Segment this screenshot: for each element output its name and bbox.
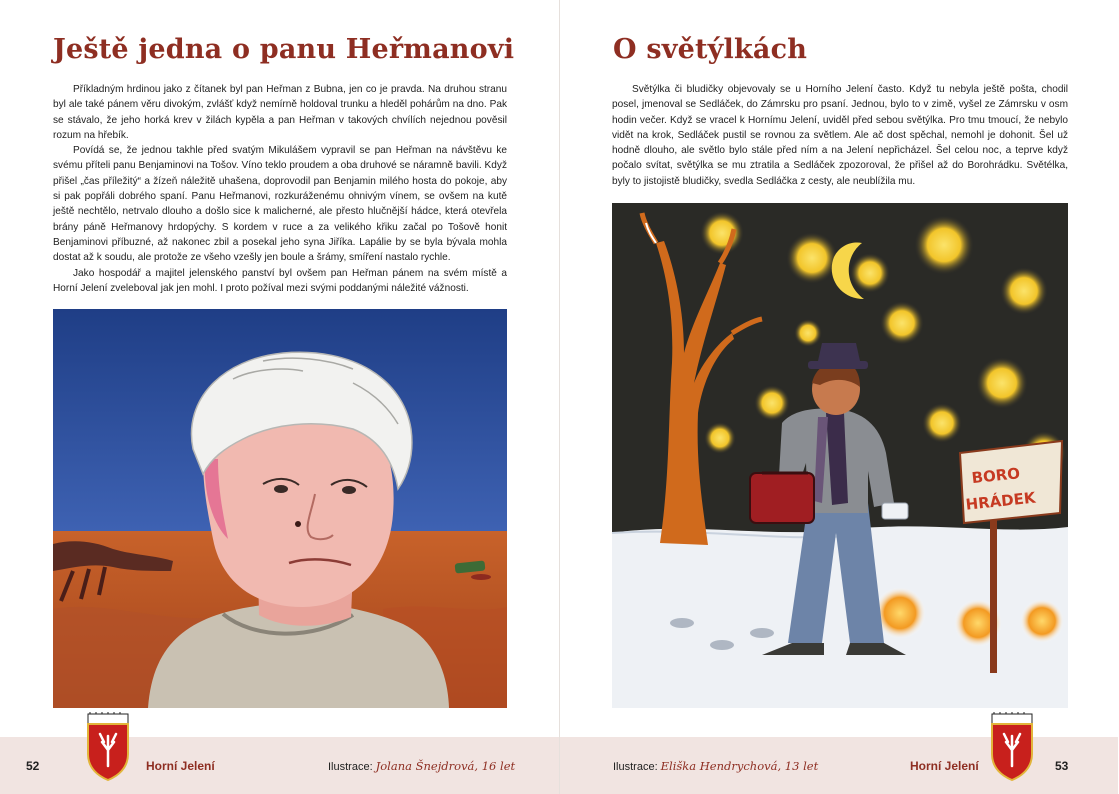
page-number: 52	[26, 758, 40, 773]
portrait-drawing	[53, 309, 507, 708]
sign-line-1: BORO	[970, 464, 1021, 488]
article-text	[53, 82, 507, 296]
article-text	[612, 82, 1068, 189]
page-title: O světýlkách	[613, 34, 808, 65]
paragraph: Příkladným hrdinou jako z čítanek byl pan Heřman z Bubna, jen co je pravda. Na druhou stranu byl ale také pánem věru divokým, zvlášť když nemírně holdoval trunku a hleděl pohárům na dno. Pak se stávalo, že jeho horká krev v žilách kypěla a pan Heřman v takových chvílích nejednou pověsil rozum na hřebík.	[53, 84, 507, 141]
page-number: 53	[1055, 758, 1069, 773]
illustration-credit	[328, 759, 515, 773]
illustration-credit	[613, 759, 818, 773]
page-title: Ještě jedna o panu Heřmanovi	[53, 34, 515, 65]
paragraph: Světýlka či bludičky objevovaly se u Horního Jelení často. Když tu nebyla ještě pošta, chodil posel, jmenoval se Sedláček, do Zámrsku pro psaní. Jednou, bylo to v zimě, vyšel ze Zámrsku v osm hodin večer. Když se vracel k Hornímu Jelení, uviděl před sebou světýlka. Pro tmu tmoucí, že nebylo vidět na krok, Sedláček pustil se rovnou za světlem. Ale ač dost spěchal, nemohl je dohonit. Šel už hodně dlouho, ale světlo bylo stále před ním a na Jelení nepřicházel. Šel celou noc, a teprve když počalo svítat, světýlka se mu ztratila a Sedláček zpozoroval, že přišel až do Borohrádku. Světélka, byly to jistojistě bludičky, svedla Sedláčka z cesty, ale neublížila mu.	[612, 84, 1068, 187]
paragraph: Povídá se, že jednou takhle před svatým Mikulášem vypravil se pan Heřman na návštěvu ke svému příteli panu Benjaminovi na Tošov. Víno teklo proudem a oba druhové se náramně bavili. Když přišel „čas příležitý“ a žízeň náležitě uhašena, doprovodil pan Benjamin milého hosta do pokoje, aby si pak popřáli dobrého spaní. Panu Heřmanovi, rozkuráženému ohnivým vínem, se ovšem na kutě ještě nechtělo, netrvalo dlouho a došlo sice k malicherné, ale přesto hlučnější hádce, která otevřela brány páně Heřmanovy hrdopýchy. S kordem v ruce a za velikého křiku začal po Tošově honit Benjaminovi příbuzné, až nakonec zbil a posekal jeho syna Jiříka. Lapálie by se byla bývala mohla dostat až k soudu, ale protože ze všeho vzešly jen boule a šrámy, smíření nastalo rychle.	[53, 145, 507, 264]
paragraph: Jako hospodář a majitel jelenského panství byl ovšem pan Heřman pánem na svém místě a Horní Jelení zveleboval jak jen mohl. I proto požíval mezi svými poddanými náležité vážnosti.	[53, 267, 507, 294]
credit-name: Eliška Hendrychová, 13 let	[660, 758, 819, 773]
winter-night-illustration	[612, 203, 1068, 708]
credit-name: Jolana Šnejdrová, 16 let	[375, 758, 516, 773]
coat-of-arms-icon	[84, 712, 132, 782]
credit-label: Ilustrace:	[328, 760, 373, 773]
right-page	[559, 0, 1118, 794]
wanderer-drawing	[612, 203, 1068, 708]
town-name: Horní Jelení	[910, 758, 979, 773]
credit-label: Ilustrace:	[613, 760, 658, 773]
town-name: Horní Jelení	[146, 758, 215, 773]
portrait-illustration	[53, 309, 507, 708]
left-page	[0, 0, 559, 794]
sign-line-2: HRÁDEK	[964, 488, 1037, 514]
coat-of-arms-icon	[988, 712, 1036, 782]
